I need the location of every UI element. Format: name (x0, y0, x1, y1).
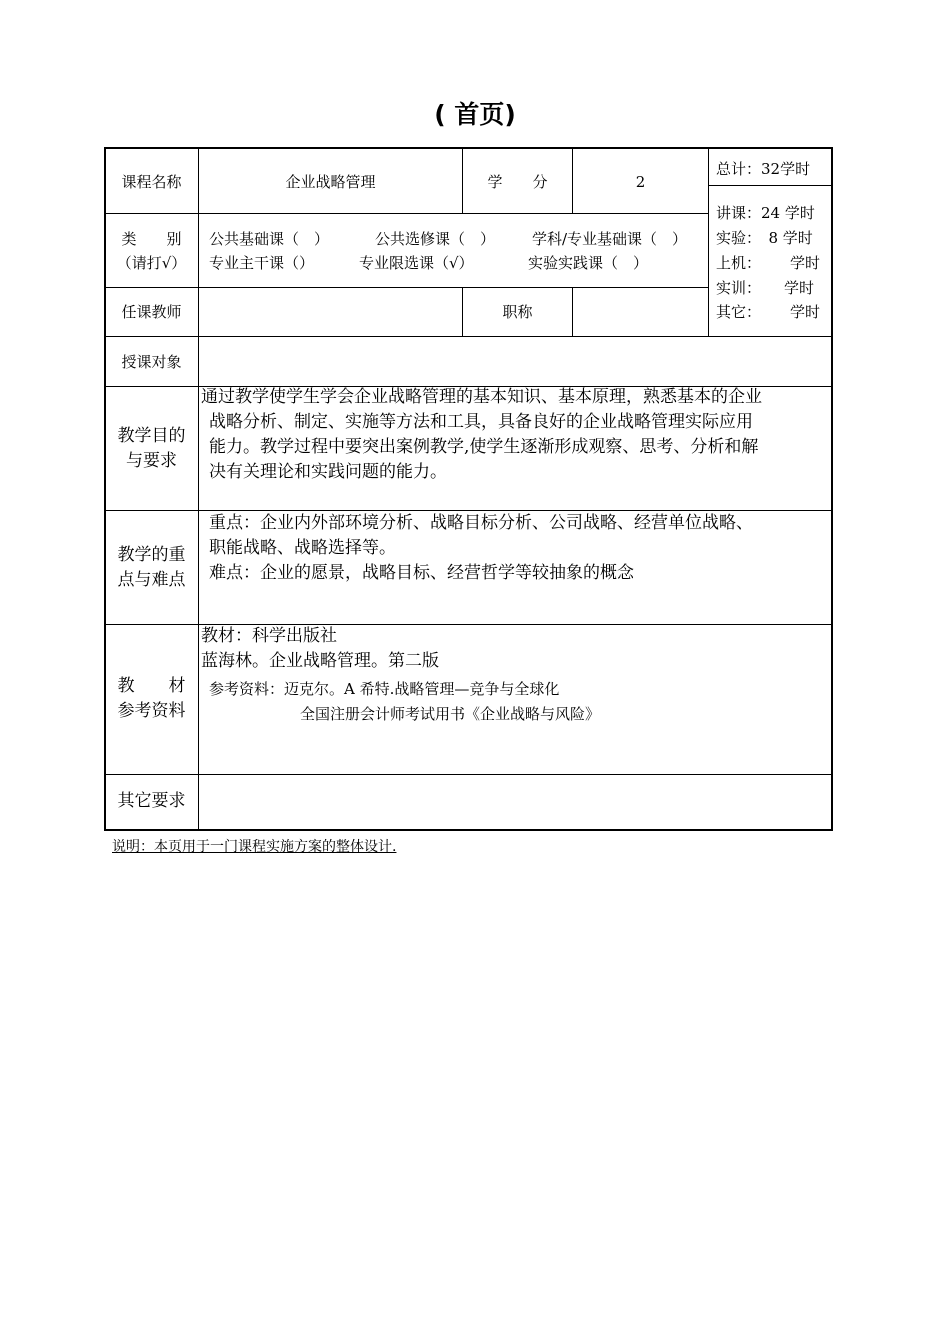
row-divider (105, 774, 832, 775)
objectives-line: 战略分析、制定、实施等方法和工具，具备良好的企业战略管理实际应用 (209, 412, 753, 432)
page-title: ( 首页) (434, 100, 516, 129)
reference-line: 参考资料：迈克尔。A 希特.战略管理—竞争与全球化 (209, 680, 560, 698)
keypoints-line: 职能战略、战略选择等。 (209, 538, 396, 558)
column-divider (572, 287, 573, 336)
option-public-elective: 公共选修课（ ） (375, 230, 496, 248)
row-divider (708, 185, 832, 186)
credit-label: 学 分 (487, 173, 548, 191)
experiment-hours: 实验： 8 学时 (716, 229, 813, 247)
row-divider (105, 287, 708, 288)
total-hours: 总计：32学时 (716, 160, 811, 178)
other-hours-label: 其它： (716, 303, 762, 321)
row-divider (105, 213, 708, 214)
objectives-line: 能力。教学过程中要突出案例教学,使学生逐渐形成观察、思考、分析和解 (209, 437, 759, 457)
row-divider (105, 336, 832, 337)
option-major-core: 专业主干课（） (209, 254, 315, 272)
course-name-label: 课程名称 (121, 173, 182, 191)
textbook-label-2: 参考资料 (117, 701, 186, 721)
textbook-publisher: 教材：科学出版社 (201, 626, 337, 646)
course-plan-table (104, 147, 833, 831)
category-hint: （请打√） (116, 254, 187, 272)
option-discipline-basic: 学科/专业基础课（ ） (532, 230, 688, 248)
footnote: 说明：本页用于一门课程实施方案的整体设计. (112, 839, 397, 855)
course-name-value: 企业战略管理 (285, 173, 376, 191)
training-hours-unit: 学时 (784, 279, 815, 297)
teacher-label: 任课教师 (121, 303, 182, 321)
keypoints-label-2: 点与难点 (117, 570, 186, 590)
option-major-limited: 专业限选课（√） (359, 254, 474, 272)
textbook-label: 教 材 (117, 676, 186, 696)
option-public-basic: 公共基础课（ ） (209, 230, 330, 248)
audience-label: 授课对象 (121, 353, 182, 371)
computer-hours-label: 上机： (716, 254, 762, 272)
job-title-label: 职称 (502, 303, 533, 321)
other-requirements-label: 其它要求 (117, 791, 186, 811)
training-hours-label: 实训： (716, 279, 762, 297)
objectives-line: 通过教学使学生学会企业战略管理的基本知识、基本原理，熟悉基本的企业 (201, 387, 762, 407)
objectives-label: 教学目的 (117, 426, 186, 446)
reference-line: 全国注册会计师考试用书《企业战略与风险》 (300, 705, 601, 723)
column-divider (708, 149, 709, 336)
computer-hours-unit: 学时 (790, 254, 821, 272)
category-label: 类 别 (121, 230, 182, 248)
objectives-label-2: 与要求 (126, 451, 177, 471)
column-divider (198, 149, 199, 830)
textbook-title: 蓝海林。企业战略管理。第二版 (201, 651, 439, 671)
keypoints-line: 重点：企业内外部环境分析、战略目标分析、公司战略、经营单位战略、 (209, 513, 753, 533)
keypoints-label: 教学的重 (117, 545, 186, 565)
other-hours-unit: 学时 (790, 303, 821, 321)
credit-value: 2 (635, 173, 646, 191)
option-lab-practice: 实验实践课（ ） (528, 254, 649, 272)
lecture-hours: 讲课：24 学时 (716, 204, 815, 222)
objectives-line: 决有关理论和实践问题的能力。 (209, 462, 447, 482)
keypoints-line: 难点：企业的愿景，战略目标、经营哲学等较抽象的概念 (209, 563, 634, 583)
